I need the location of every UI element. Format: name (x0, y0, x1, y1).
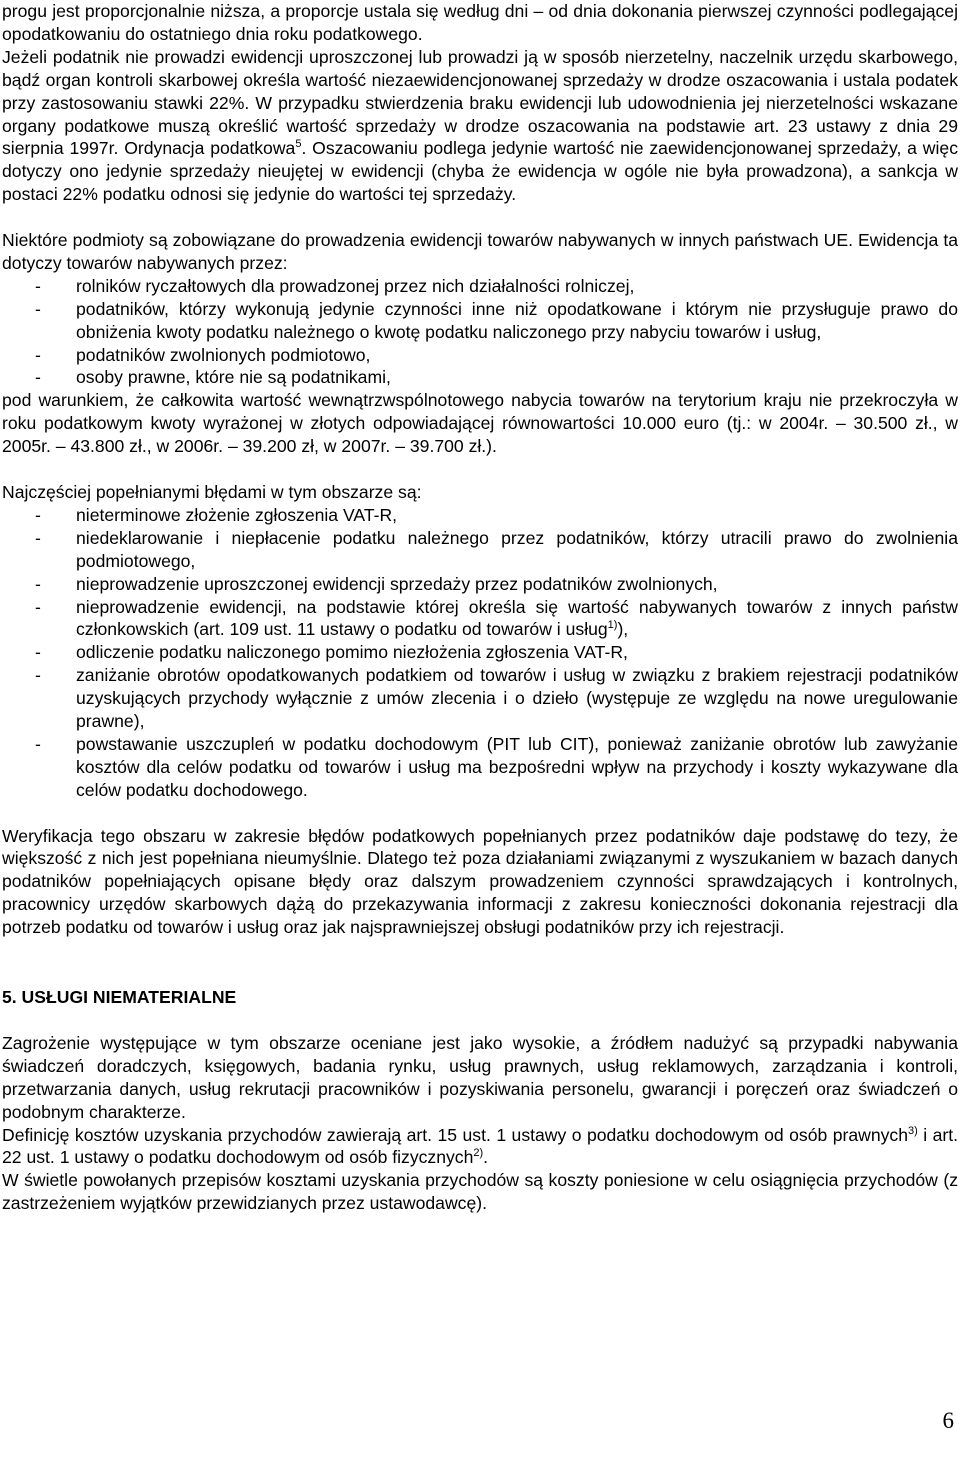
paragraph-cost-text-a: Definicję kosztów uzyskania przychodów zawierają art. 15 ust. 1 ustawy o podatku dochodowym od osób prawnych (2, 1124, 909, 1145)
list-item: - odliczenie podatku naliczonego pomimo niezłożenia zgłoszenia VAT-R, (2, 641, 958, 664)
paragraph-risk: Zagrożenie występujące w tym obszarze oceniane jest jako wysokie, a źródłem nadużyć są przypadki nabywania świadczeń doradczych, księgowych, badania rynku, usług prawnych, usług reklamowych, zarządzania i kontroli, przetwarzania danych, usług rekrutacji pracowników i pozyskiwania personelu, gwarancji i poręczeń oraz świadczeń o podobnym charakterze. (2, 1032, 958, 1122)
document-page (2, 0, 958, 1215)
list-item: - osoby prawne, które nie są podatnikami, (2, 366, 958, 389)
paragraph-eu-acquisition: Niektóre podmioty są zobowiązane do prowadzenia ewidencji towarów nabywanych w innych państwach UE. Ewidencja ta dotyczy towarów nabywanych przez: (2, 230, 958, 273)
footnote-ref-2: 2) (473, 1147, 484, 1160)
footnote-ref-3: 3) (908, 1124, 918, 1137)
paragraph-estimation-text-a: Jeżeli podatnik nie prowadzi ewidencji uproszczonej lub prowadzi ją w sposób nierzetelny, naczelnik urzędu skarbowego, bądź organ kontroli skarbowej określa wartość niezaewidencjonowanej sprzedaży w drodze oszacowania i ustala podatek przy zastosowaniu stawki 22%. W przypadku stwierdzenia braku ewidencji lub udowodnienia jej nierzetelności wskazane organy podatkowe muszą określić wartość sprzedaży w drodze oszacowania na podstawie art. 23 ustawy z dnia 29 sierpnia 1997r. Ordynacja podatkowa (2, 46, 958, 159)
footnote-ref-5: 5 (295, 138, 302, 151)
paragraph-costs-conclusion: W świetle powołanych przepisów kosztami uzyskania przychodów są koszty poniesione w celu osiągnięcia przychodów (z zastrzeżeniem wyjątków przewidzianych przez ustawodawcę). (2, 1170, 958, 1214)
list-item: - nieterminowe złożenie zgłoszenia VAT-R, (2, 504, 958, 527)
list-item: - podatników, którzy wykonują jedynie czynności inne niż opodatkowane i którym nie przysługuje prawo do obniżenia kwoty podatku należnego o kwotę podatku naliczonego przy nabyciu towarów i usług, (2, 298, 958, 344)
section-heading: 5. USŁUGI NIEMATERIALNE (2, 987, 237, 1008)
paragraph-estimation (2, 46, 958, 206)
paragraph-cost-text-b: i art. 22 ust. 1 ustawy o podatku dochodowym od osób fizycznych (2, 1124, 959, 1168)
acquirer-list (2, 275, 958, 390)
errors-list (2, 504, 958, 802)
paragraph-cost-text-c: . (483, 1147, 489, 1168)
paragraph-cost-definition (2, 1124, 958, 1170)
list-item: - zaniżanie obrotów opodatkowanych podatkiem od towarów i usług w związku z brakiem rejestracji podatników uzyskujących przychody wyłącznie z umów zlecenia i o dzieło (występuje ze względu na nowe uregulowanie prawne), (2, 664, 958, 733)
list-item: - powstawanie uszczupleń w podatku dochodowym (PIT lub CIT), ponieważ zaniżanie obrotów lub zawyżanie kosztów dla celów podatku od towarów i usług ma bezpośredni wpływ na przychody i koszty wykazywane dla celów podatku dochodowego. (2, 733, 958, 802)
paragraph-intro-continuation: progu jest proporcjonalnie niższa, a proporcje ustala się według dni – od dnia dokonania pierwszej czynności podlegającej opodatkowaniu do ostatniego dnia roku podatkowego. (2, 1, 958, 44)
list-item: - podatników zwolnionych podmiotowo, (2, 344, 958, 367)
list-item-text-a: nieprowadzenie ewidencji, na podstawie której określa się wartość nabywanych towarów z innych państw członkowskich (art. 109 ust. 11 ustawy o podatku od towarów i usług (76, 596, 958, 640)
paragraph-verification: Weryfikacja tego obszaru w zakresie błędów podatkowych popełnianych przez podatników daje podstawę do tezy, że większość z nich jest popełniana nieumyślnie. Dlatego też poza działaniami związanymi z wyszukaniem w bazach danych podatników popełniających opisane błędy oraz dalszym prowadzeniem czynności sprawdzających i kontrolnych, pracownicy urzędów skarbowych dążą do przekazywania informacji z zakresu konieczności dokonania rejestracji dla potrzeb podatku od towarów i usług oraz jak najsprawniejszej obsługi podatników przy ich rejestracji. (2, 825, 958, 938)
list-item: - nieprowadzenie uproszczonej ewidencji sprzedaży przez podatników zwolnionych, (2, 573, 958, 596)
paragraph-estimation-text-b: . Oszacowaniu podlega jedynie wartość nie zaewidencjonowanej sprzedaży, a więc dotyczy ono jedynie sprzedaży nieujętej w ewidencji (chyba że ewidencja w ogóle nie była prowadzona), a sankcja w postaci 22% podatku odnosi się jedynie do wartości tej sprzedaży. (2, 138, 958, 205)
list-item (2, 596, 958, 642)
paragraph-common-errors: Najczęściej popełnianymi błędami w tym obszarze są: (2, 482, 422, 502)
paragraph-threshold: pod warunkiem, że całkowita wartość wewnątrzwspólnotowego nabycia towarów na terytorium kraju nie przekroczyła w roku podatkowym kwoty wyrażonej w złotych odpowiadającej równowartości 10.000 euro (tj.: w 2004r. – 30.500 zł., w 2005r. – 43.800 zł., w 2006r. – 39.200 zł, w 2007r. – 39.700 zł.). (2, 390, 958, 457)
list-item-text-b: ), (617, 619, 629, 640)
list-item: - niedeklarowanie i niepłacenie podatku należnego przez podatników, którzy utracili prawo do zwolnienia podmiotowego, (2, 527, 958, 573)
page-number: 6 (942, 1408, 954, 1433)
list-item: - rolników ryczałtowych dla prowadzonej przez nich działalności rolniczej, (2, 275, 958, 298)
footnote-ref-1: 1) (607, 619, 618, 632)
